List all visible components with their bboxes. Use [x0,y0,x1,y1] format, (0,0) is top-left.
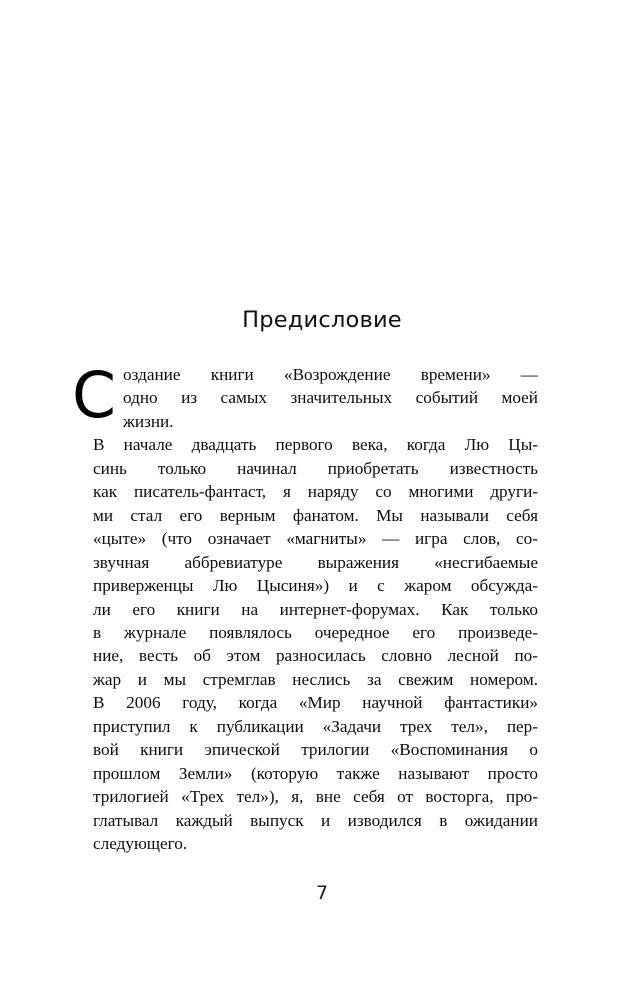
drop-cap-letter: С [72,359,116,432]
text-line: ли его книги на интернет-форумах. Как только [93,599,538,619]
text-line: «цыте» (что означает «магниты» — игра слов, со- [93,529,538,549]
text-line: звучная аббревиатуре выражения «несгибаемые [93,552,538,572]
paragraph-second-lines [72,433,538,855]
text-line: одно из самых значительных событий моей [123,388,538,408]
paragraph-second [72,433,538,855]
text-line: приступил к публикации «Задачи трех тел», пер- [93,716,538,736]
text-line: глатывал каждый выпуск и изводился в ожидании [93,810,538,830]
text-line: приверженцы Лю Цысиня») и с жаром обсужда- [93,576,538,596]
text-line: ми стал его верным фанатом. Мы называли себя [93,505,538,525]
text-line: вой книги эпической трилогии «Воспоминания о [93,740,538,760]
text-line: ние, весть об этом разносилась словно лесной по- [93,646,538,666]
page-number: 7 [315,882,329,904]
text-line: жар и мы стремглав неслись за свежим номером. [93,669,538,689]
paragraph-first-lines [72,359,538,433]
text-line: оздание книги «Возрождение времени» — [123,365,538,384]
text-line: следующего. [93,834,188,854]
text-line: в журнале появлялось очередное его произведе- [93,622,538,642]
page-title: Предисловие [242,307,402,334]
paragraph-first [72,359,538,433]
body-text [72,359,538,856]
text-line: синь только начинал приобретать известность [93,458,538,478]
text-line: трилогией «Трех тел»), я, вне себя от восторга, про- [93,787,538,807]
text-line: жизни. [123,411,174,431]
text-line: как писатель-фантаст, я наряду со многими други- [93,482,538,502]
text-line: В начале двадцать первого века, когда Лю Цы- [93,435,538,455]
text-line: прошлом Земли» (которую также называют просто [93,763,538,783]
text-line: В 2006 году, когда «Мир научной фантастики» [93,693,538,713]
